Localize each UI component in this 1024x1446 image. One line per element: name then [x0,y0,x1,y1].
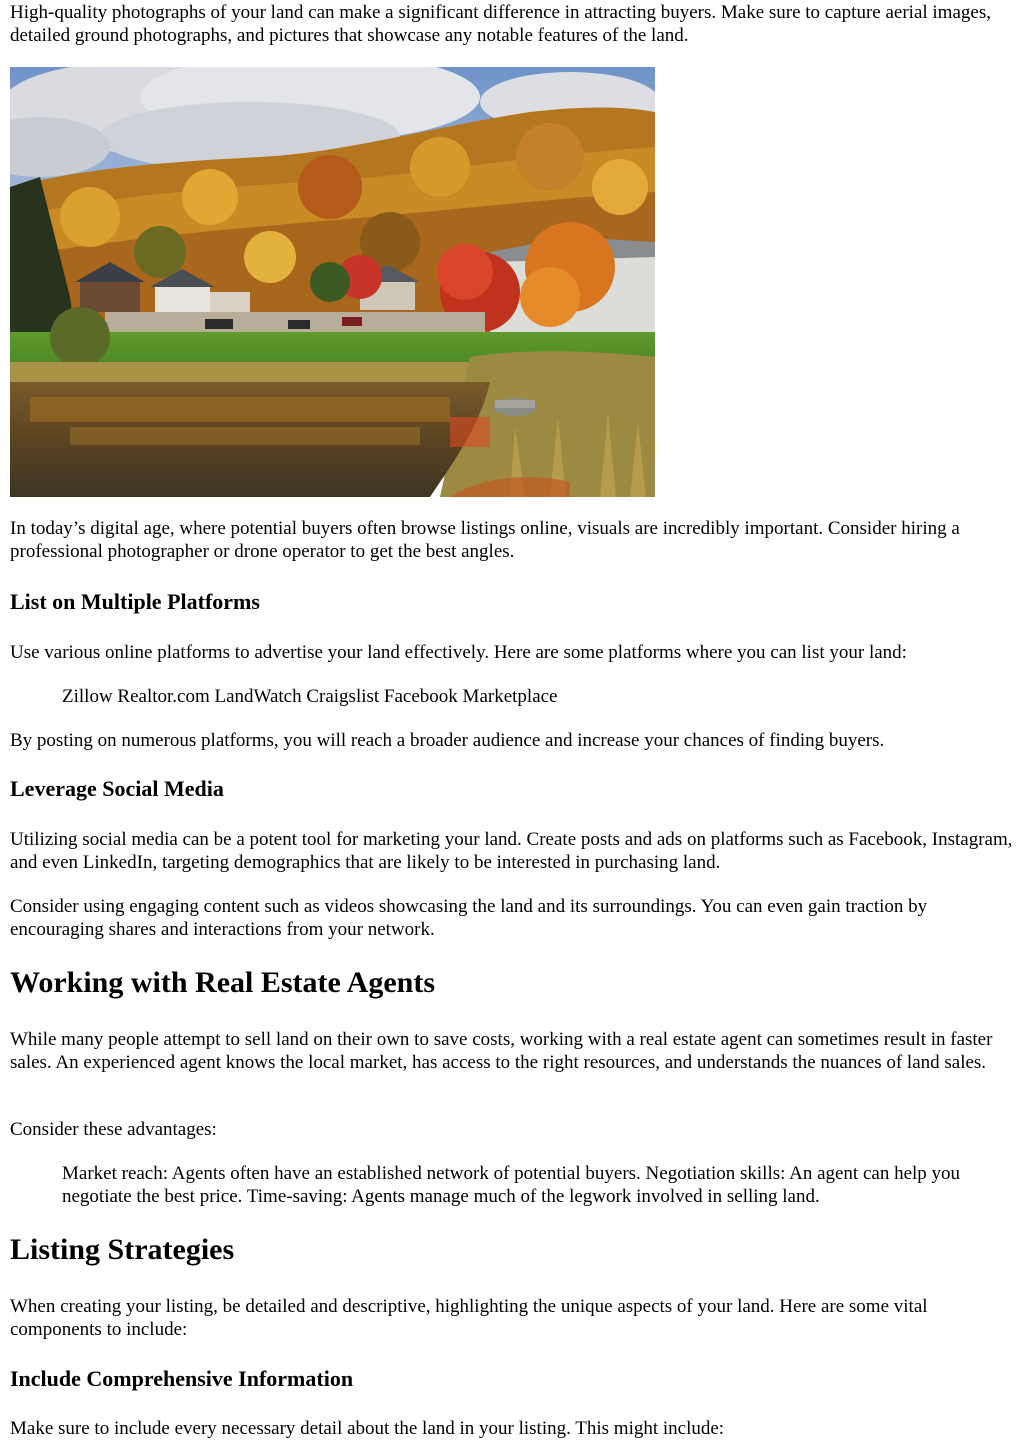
platforms-paragraph: Use various online platforms to advertise your land effectively. Here are some platforms where you can list your land: [10,642,907,663]
heading-comprehensive-information: Include Comprehensive Information [10,1366,354,1391]
agents-paragraph: While many people attempt to sell land on their own to save costs, working with a real estate agent can sometimes result in faster sales. An experienced agent knows the local market, has access to the right resources, and understands the nuances of land sales. [10,1029,993,1073]
platforms-closing: By posting on numerous platforms, you will reach a broader audience and increase your chances of finding buyers. [10,730,885,751]
land-photo [10,67,655,497]
advantages-list: Market reach: Agents often have an established network of potential buyers. Negotiation skills: An agent can help you negotiate the best price. Time-saving: Agents manage much of the legwork involved in selling land. [62,1163,961,1207]
listing-paragraph: When creating your listing, be detailed and descriptive, highlighting the unique aspects of your land. Here are some vital components to include: [10,1296,928,1340]
platforms-list: Zillow Realtor.com LandWatch Craigslist Facebook Marketplace [62,686,558,707]
photo-paragraph: In today’s digital age, where potential buyers often browse listings online, visuals are incredibly important. Consider hiring a professional photographer or drone operator to get the best angles. [10,518,960,562]
heading-listing-strategies: Listing Strategies [10,1233,235,1266]
advantages-intro: Consider these advantages: [10,1119,217,1140]
social-paragraph-1: Utilizing social media can be a potent tool for marketing your land. Create posts and ads on platforms such as Facebook, Instagram, and even LinkedIn, targeting demographics that are likely to be interested in purchasing land. [10,829,1013,873]
heading-real-estate-agents: Working with Real Estate Agents [10,966,436,999]
heading-social-media: Leverage Social Media [10,776,224,801]
heading-multiple-platforms: List on Multiple Platforms [10,589,260,614]
intro-paragraph: High-quality photographs of your land can make a significant difference in attracting buyers. Make sure to capture aerial images, detailed ground photographs, and pictures that showcase any notable features of the land. [10,2,991,46]
social-paragraph-2: Consider using engaging content such as videos showcasing the land and its surroundings. You can even gain traction by encouraging shares and interactions from your network. [10,896,928,940]
info-paragraph: Make sure to include every necessary detail about the land in your listing. This might include: [10,1418,725,1439]
